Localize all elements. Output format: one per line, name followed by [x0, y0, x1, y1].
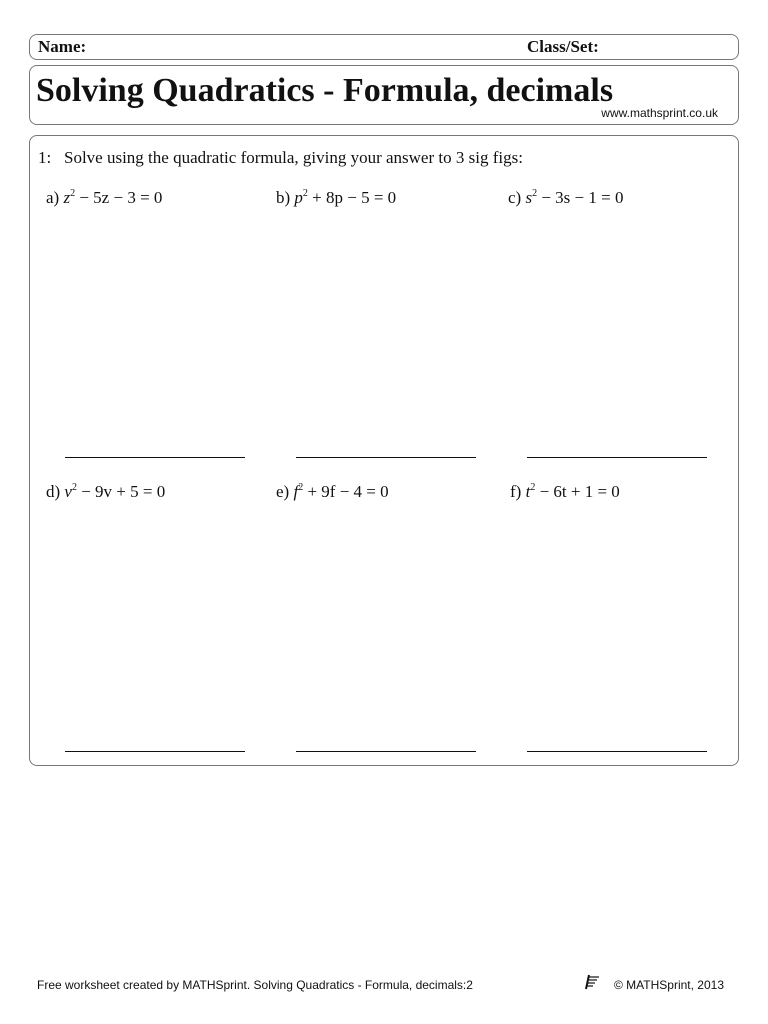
variable: s [525, 188, 533, 207]
answer-line-c[interactable] [527, 457, 707, 458]
variable: z [63, 188, 71, 207]
part-label: b) [276, 188, 291, 207]
question-number: 1: [38, 148, 52, 167]
exponent: 2 [71, 482, 77, 493]
equation-rest: − 5z − 3 = 0 [75, 188, 163, 207]
footer-copyright: © MATHSprint, 2013 [614, 978, 724, 992]
equation-rest: − 6t + 1 = 0 [535, 482, 620, 501]
title-banner [29, 65, 739, 125]
part-label: f) [510, 482, 522, 501]
part-label: c) [508, 188, 522, 207]
answer-line-e[interactable] [296, 751, 476, 752]
exponent: 2 [532, 188, 538, 199]
exponent: 2 [70, 188, 76, 199]
part-label: e) [276, 482, 290, 501]
equation-rest: + 8p − 5 = 0 [307, 188, 397, 207]
name-label: Name: [38, 37, 87, 56]
question-panel [29, 135, 739, 766]
part-a [46, 188, 162, 208]
class-set-label: Class/Set: [527, 37, 599, 56]
part-label: d) [46, 482, 61, 501]
name-class-header [29, 34, 739, 60]
part-label: a) [46, 188, 60, 207]
variable: t [525, 482, 531, 501]
book-stack-icon [583, 974, 605, 990]
equation-rest: − 9v + 5 = 0 [76, 482, 166, 501]
variable: f [293, 482, 299, 501]
variable: v [64, 482, 72, 501]
variable: p [294, 188, 303, 207]
part-b [276, 188, 396, 208]
exponent: 2 [298, 482, 304, 493]
answer-line-f[interactable] [527, 751, 707, 752]
answer-line-b[interactable] [296, 457, 476, 458]
part-f [510, 482, 620, 502]
equation-rest: + 9f − 4 = 0 [303, 482, 389, 501]
equation-rest: − 3s − 1 = 0 [537, 188, 624, 207]
exponent: 2 [530, 482, 536, 493]
answer-line-a[interactable] [65, 457, 245, 458]
answer-line-d[interactable] [65, 751, 245, 752]
part-e [276, 482, 389, 502]
exponent: 2 [302, 188, 308, 199]
part-d [46, 482, 165, 502]
footer-text: Free worksheet created by MATHSprint. Solving Quadratics - Formula, decimals:2 [37, 978, 473, 992]
site-url: www.mathsprint.co.uk [601, 106, 718, 120]
part-c [508, 188, 623, 208]
page-title: Solving Quadratics - Formula, decimals [36, 72, 614, 109]
question-text: Solve using the quadratic formula, giving your answer to 3 sig figs: [64, 148, 523, 167]
